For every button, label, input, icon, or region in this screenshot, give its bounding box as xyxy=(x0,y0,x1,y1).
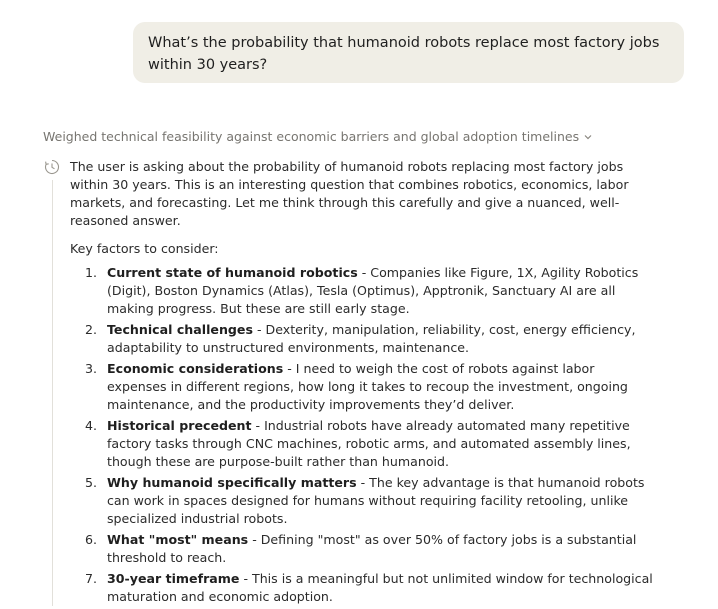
item-text: - Dexterity, manipulation, reliability, cost, energy efficiency, adaptability to unstructured environments, maintenance. xyxy=(107,322,636,355)
item-title: What "most" means xyxy=(107,532,249,547)
item-title: 30-year timeframe xyxy=(107,571,240,586)
item-number: 4. xyxy=(85,418,98,433)
clock-icon xyxy=(44,159,60,175)
item-text: - Industrial robots have already automated many repetitive factory tasks through CNC machines, robotic arms, and automated assembly lines, though these are purpose-built rather than humanoid. xyxy=(107,418,631,469)
thinking-intro: The user is asking about the probability of humanoid robots replacing most factory jobs within 30 years. This is an interesting question that combines robotics, economics, labor markets, and forecasting. Let me think through this carefully and give a nuanced, well-reasoned answer. xyxy=(70,159,629,228)
list-item xyxy=(70,570,655,606)
thinking-summary-text: Weighed technical feasibility against economic barriers and global adoption timelines xyxy=(43,129,580,144)
item-number: 1. xyxy=(85,265,98,280)
chevron-down-icon xyxy=(583,129,593,147)
item-number: 6. xyxy=(85,532,98,547)
thinking-summary-toggle[interactable] xyxy=(43,128,593,147)
list-item xyxy=(70,321,655,357)
item-title: Technical challenges xyxy=(107,322,253,337)
item-number: 7. xyxy=(85,571,98,586)
key-factors-list xyxy=(70,264,655,606)
thinking-rail xyxy=(52,180,53,606)
user-message xyxy=(133,22,684,83)
thinking-content xyxy=(70,158,655,609)
item-text: - I need to weigh the cost of robots against labor expenses in different regions, how long it takes to recoup the investment, ongoing maintenance, and the productivity improvements they’d deliver. xyxy=(107,361,628,412)
item-text: - Companies like Figure, 1X, Agility Robotics (Digit), Boston Dynamics (Atlas), Tesla (Optimus), Apptronik, Sanctuary AI are all making progress. But these are still early stage. xyxy=(107,265,639,316)
user-message-text: What’s the probability that humanoid robots replace most factory jobs within 30 years? xyxy=(148,35,660,73)
item-title: Economic considerations xyxy=(107,361,284,376)
item-title: Current state of humanoid robotics xyxy=(107,265,358,280)
item-number: 3. xyxy=(85,361,98,376)
list-item xyxy=(70,474,655,528)
item-number: 2. xyxy=(85,322,98,337)
item-text: - This is a meaningful but not unlimited window for technological maturation and economic adoption. xyxy=(107,571,653,604)
item-text: - The key advantage is that humanoid robots can work in spaces designed for humans without requiring facility retooling, unlike specialized industrial robots. xyxy=(107,475,645,526)
item-title: Historical precedent xyxy=(107,418,252,433)
key-factors-label: Key factors to consider: xyxy=(70,241,219,256)
list-item xyxy=(70,531,655,567)
item-number: 5. xyxy=(85,475,98,490)
list-item xyxy=(70,360,655,414)
list-item xyxy=(70,264,655,318)
item-title: Why humanoid specifically matters xyxy=(107,475,357,490)
item-text: - Defining "most" as over 50% of factory jobs is a substantial threshold to reach. xyxy=(107,532,637,565)
list-item xyxy=(70,417,655,471)
